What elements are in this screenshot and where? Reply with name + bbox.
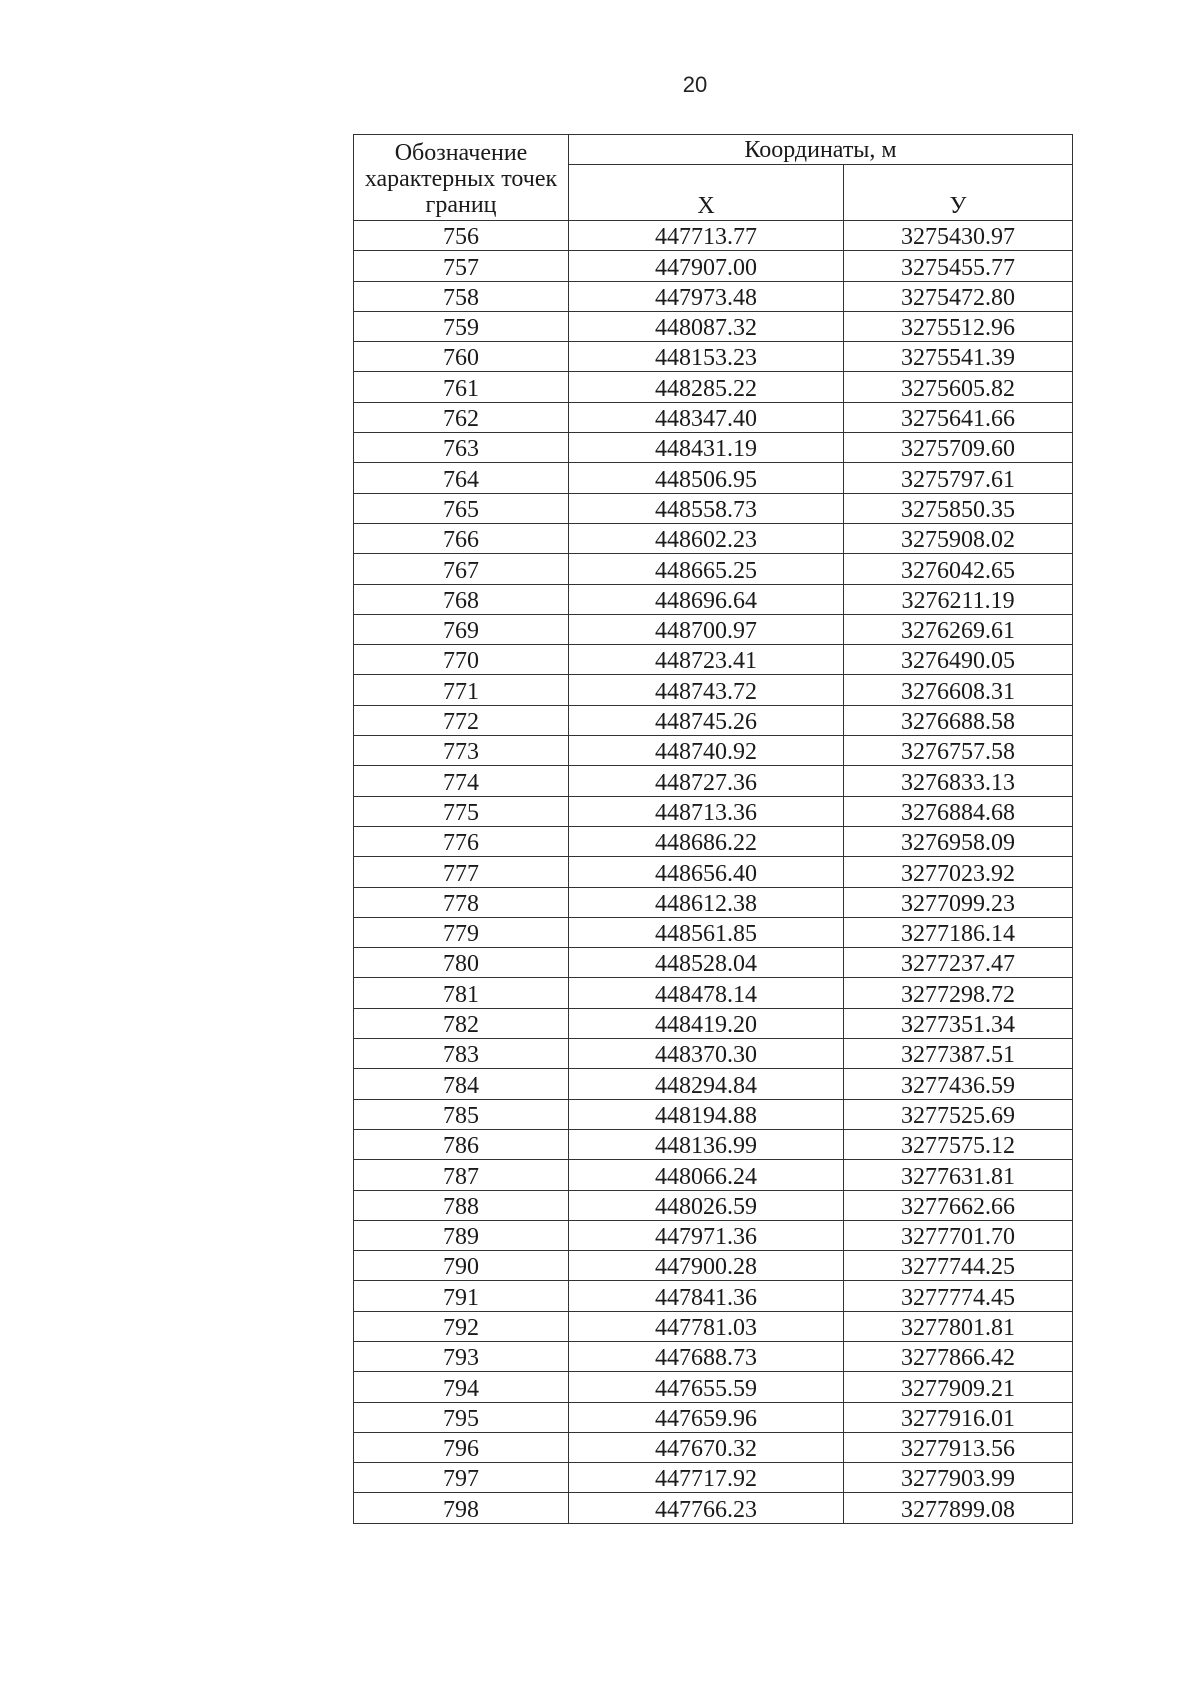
x-coordinate-cell: 447841.36	[569, 1281, 844, 1311]
y-coordinate-cell: 3277186.14	[844, 917, 1073, 947]
table-row	[354, 766, 1073, 796]
point-number-cell: 774	[354, 766, 569, 796]
table-row	[354, 1372, 1073, 1402]
x-coordinate-cell: 448347.40	[569, 402, 844, 432]
table-row	[354, 342, 1073, 372]
y-coordinate-cell: 3277525.69	[844, 1099, 1073, 1129]
y-coordinate-cell: 3277866.42	[844, 1341, 1073, 1371]
x-coordinate-cell: 447659.96	[569, 1402, 844, 1432]
table-row	[354, 645, 1073, 675]
table-row	[354, 311, 1073, 341]
x-coordinate-cell: 448153.23	[569, 342, 844, 372]
y-coordinate-cell: 3277909.21	[844, 1372, 1073, 1402]
boundary-coordinates-table	[353, 134, 1073, 1524]
point-number-cell: 794	[354, 1372, 569, 1402]
point-number-cell: 769	[354, 614, 569, 644]
point-number-cell: 784	[354, 1069, 569, 1099]
table-row	[354, 221, 1073, 251]
table-row	[354, 1341, 1073, 1371]
table-row	[354, 372, 1073, 402]
point-number-cell: 795	[354, 1402, 569, 1432]
x-coordinate-cell: 448696.64	[569, 584, 844, 614]
table-row	[354, 1432, 1073, 1462]
x-coordinate-cell: 448370.30	[569, 1039, 844, 1069]
point-number-cell: 756	[354, 221, 569, 251]
point-number-cell: 790	[354, 1251, 569, 1281]
table-row	[354, 614, 1073, 644]
point-number-cell: 768	[354, 584, 569, 614]
x-coordinate-cell: 447670.32	[569, 1432, 844, 1462]
y-coordinate-cell: 3276884.68	[844, 796, 1073, 826]
x-coordinate-cell: 447766.23	[569, 1493, 844, 1523]
y-coordinate-cell: 3275512.96	[844, 311, 1073, 341]
x-coordinate-cell: 448506.95	[569, 463, 844, 493]
point-number-cell: 764	[354, 463, 569, 493]
y-coordinate-cell: 3277099.23	[844, 887, 1073, 917]
point-number-cell: 787	[354, 1160, 569, 1190]
point-number-cell: 781	[354, 978, 569, 1008]
x-coordinate-cell: 448194.88	[569, 1099, 844, 1129]
point-number-cell: 773	[354, 736, 569, 766]
table-row	[354, 1251, 1073, 1281]
x-coordinate-cell: 448713.36	[569, 796, 844, 826]
point-number-cell: 797	[354, 1463, 569, 1493]
table-row	[354, 433, 1073, 463]
y-coordinate-cell: 3275908.02	[844, 523, 1073, 553]
x-coordinate-cell: 447713.77	[569, 221, 844, 251]
point-number-cell: 762	[354, 402, 569, 432]
table-header	[354, 135, 1073, 221]
x-coordinate-cell: 448478.14	[569, 978, 844, 1008]
y-coordinate-cell: 3275850.35	[844, 493, 1073, 523]
y-coordinate-cell: 3275455.77	[844, 251, 1073, 281]
x-coordinate-cell: 448136.99	[569, 1129, 844, 1159]
y-coordinate-cell: 3276833.13	[844, 766, 1073, 796]
x-coordinate-cell: 448612.38	[569, 887, 844, 917]
x-coordinate-cell: 447900.28	[569, 1251, 844, 1281]
table-row	[354, 1463, 1073, 1493]
point-number-cell: 776	[354, 826, 569, 856]
point-number-cell: 778	[354, 887, 569, 917]
x-coordinate-cell: 448558.73	[569, 493, 844, 523]
point-number-cell: 789	[354, 1220, 569, 1250]
y-coordinate-cell: 3277023.92	[844, 857, 1073, 887]
point-number-cell: 770	[354, 645, 569, 675]
point-number-cell: 779	[354, 917, 569, 947]
x-coordinate-cell: 448087.32	[569, 311, 844, 341]
table-row	[354, 948, 1073, 978]
y-coordinate-cell: 3276042.65	[844, 554, 1073, 584]
y-coordinate-cell: 3276757.58	[844, 736, 1073, 766]
y-coordinate-cell: 3276269.61	[844, 614, 1073, 644]
point-number-cell: 783	[354, 1039, 569, 1069]
point-number-cell: 788	[354, 1190, 569, 1220]
x-coordinate-cell: 448431.19	[569, 433, 844, 463]
table-body	[354, 221, 1073, 1524]
table-row	[354, 1099, 1073, 1129]
point-number-cell: 759	[354, 311, 569, 341]
table-row	[354, 463, 1073, 493]
page-number: 20	[682, 72, 708, 97]
table-row	[354, 857, 1073, 887]
y-coordinate-cell: 3277744.25	[844, 1251, 1073, 1281]
x-coordinate-cell: 447717.92	[569, 1463, 844, 1493]
table-row	[354, 675, 1073, 705]
point-number-cell: 760	[354, 342, 569, 372]
x-coordinate-cell: 448727.36	[569, 766, 844, 796]
x-coordinate-cell: 448686.22	[569, 826, 844, 856]
y-coordinate-cell: 3277575.12	[844, 1129, 1073, 1159]
table-row	[354, 1008, 1073, 1038]
table-row	[354, 826, 1073, 856]
y-coordinate-cell: 3275709.60	[844, 433, 1073, 463]
table-row	[354, 917, 1073, 947]
point-number-cell: 777	[354, 857, 569, 887]
y-coordinate-cell: 3277662.66	[844, 1190, 1073, 1220]
table-row	[354, 554, 1073, 584]
y-coordinate-cell: 3276688.58	[844, 705, 1073, 735]
table-row	[354, 1402, 1073, 1432]
table-row	[354, 887, 1073, 917]
table-row	[354, 281, 1073, 311]
table-row	[354, 1311, 1073, 1341]
table-row	[354, 523, 1073, 553]
x-coordinate-cell: 448602.23	[569, 523, 844, 553]
x-coordinate-cell: 447973.48	[569, 281, 844, 311]
y-coordinate-cell: 3277701.70	[844, 1220, 1073, 1250]
table-row	[354, 1069, 1073, 1099]
point-number-cell: 793	[354, 1341, 569, 1371]
x-coordinate-cell: 448656.40	[569, 857, 844, 887]
table-row	[354, 402, 1073, 432]
table-row	[354, 1160, 1073, 1190]
y-coordinate-cell: 3277913.56	[844, 1432, 1073, 1462]
x-coordinate-cell: 447688.73	[569, 1341, 844, 1371]
table-row	[354, 736, 1073, 766]
y-coordinate-cell: 3277298.72	[844, 978, 1073, 1008]
point-number-cell: 772	[354, 705, 569, 735]
x-coordinate-cell: 447655.59	[569, 1372, 844, 1402]
table-row	[354, 1220, 1073, 1250]
y-coordinate-cell: 3277237.47	[844, 948, 1073, 978]
y-coordinate-cell: 3277631.81	[844, 1160, 1073, 1190]
x-coordinate-cell: 448700.97	[569, 614, 844, 644]
y-coordinate-cell: 3277801.81	[844, 1311, 1073, 1341]
point-number-cell: 763	[354, 433, 569, 463]
y-coordinate-cell: 3277774.45	[844, 1281, 1073, 1311]
y-coordinate-cell: 3275797.61	[844, 463, 1073, 493]
point-number-cell: 786	[354, 1129, 569, 1159]
x-coordinate-cell: 448561.85	[569, 917, 844, 947]
y-coordinate-cell: 3276490.05	[844, 645, 1073, 675]
table-row	[354, 1039, 1073, 1069]
point-number-cell: 765	[354, 493, 569, 523]
x-coordinate-cell: 448740.92	[569, 736, 844, 766]
y-coordinate-cell: 3276211.19	[844, 584, 1073, 614]
table-row	[354, 251, 1073, 281]
point-number-cell: 792	[354, 1311, 569, 1341]
x-coordinate-cell: 448419.20	[569, 1008, 844, 1038]
table-row	[354, 978, 1073, 1008]
point-number-cell: 796	[354, 1432, 569, 1462]
y-coordinate-cell: 3276608.31	[844, 675, 1073, 705]
point-number-cell: 767	[354, 554, 569, 584]
point-number-cell: 766	[354, 523, 569, 553]
table-row	[354, 1190, 1073, 1220]
header-point-designation: Обозначение характерных точек границ	[354, 135, 569, 221]
table-row	[354, 584, 1073, 614]
y-coordinate-cell: 3277903.99	[844, 1463, 1073, 1493]
y-coordinate-cell: 3277899.08	[844, 1493, 1073, 1523]
y-coordinate-cell: 3277436.59	[844, 1069, 1073, 1099]
header-y: У	[844, 165, 1073, 221]
x-coordinate-cell: 448026.59	[569, 1190, 844, 1220]
x-coordinate-cell: 448745.26	[569, 705, 844, 735]
point-number-cell: 785	[354, 1099, 569, 1129]
point-number-cell: 782	[354, 1008, 569, 1038]
point-number-cell: 798	[354, 1493, 569, 1523]
x-coordinate-cell: 448723.41	[569, 645, 844, 675]
table-row	[354, 796, 1073, 826]
point-number-cell: 791	[354, 1281, 569, 1311]
point-number-cell: 780	[354, 948, 569, 978]
point-number-cell: 775	[354, 796, 569, 826]
x-coordinate-cell: 448285.22	[569, 372, 844, 402]
x-coordinate-cell: 448294.84	[569, 1069, 844, 1099]
point-number-cell: 771	[354, 675, 569, 705]
x-coordinate-cell: 448665.25	[569, 554, 844, 584]
y-coordinate-cell: 3275472.80	[844, 281, 1073, 311]
y-coordinate-cell: 3276958.09	[844, 826, 1073, 856]
y-coordinate-cell: 3277351.34	[844, 1008, 1073, 1038]
point-number-cell: 758	[354, 281, 569, 311]
x-coordinate-cell: 448743.72	[569, 675, 844, 705]
table-row	[354, 1281, 1073, 1311]
point-number-cell: 757	[354, 251, 569, 281]
x-coordinate-cell: 447971.36	[569, 1220, 844, 1250]
y-coordinate-cell: 3275541.39	[844, 342, 1073, 372]
table-row	[354, 705, 1073, 735]
y-coordinate-cell: 3277916.01	[844, 1402, 1073, 1432]
x-coordinate-cell: 448528.04	[569, 948, 844, 978]
header-coordinates: Координаты, м	[569, 135, 1073, 165]
point-number-cell: 761	[354, 372, 569, 402]
table-row	[354, 1493, 1073, 1523]
header-x: X	[569, 165, 844, 221]
x-coordinate-cell: 448066.24	[569, 1160, 844, 1190]
y-coordinate-cell: 3277387.51	[844, 1039, 1073, 1069]
y-coordinate-cell: 3275605.82	[844, 372, 1073, 402]
x-coordinate-cell: 447781.03	[569, 1311, 844, 1341]
y-coordinate-cell: 3275641.66	[844, 402, 1073, 432]
x-coordinate-cell: 447907.00	[569, 251, 844, 281]
table-row	[354, 1129, 1073, 1159]
y-coordinate-cell: 3275430.97	[844, 221, 1073, 251]
table-row	[354, 493, 1073, 523]
